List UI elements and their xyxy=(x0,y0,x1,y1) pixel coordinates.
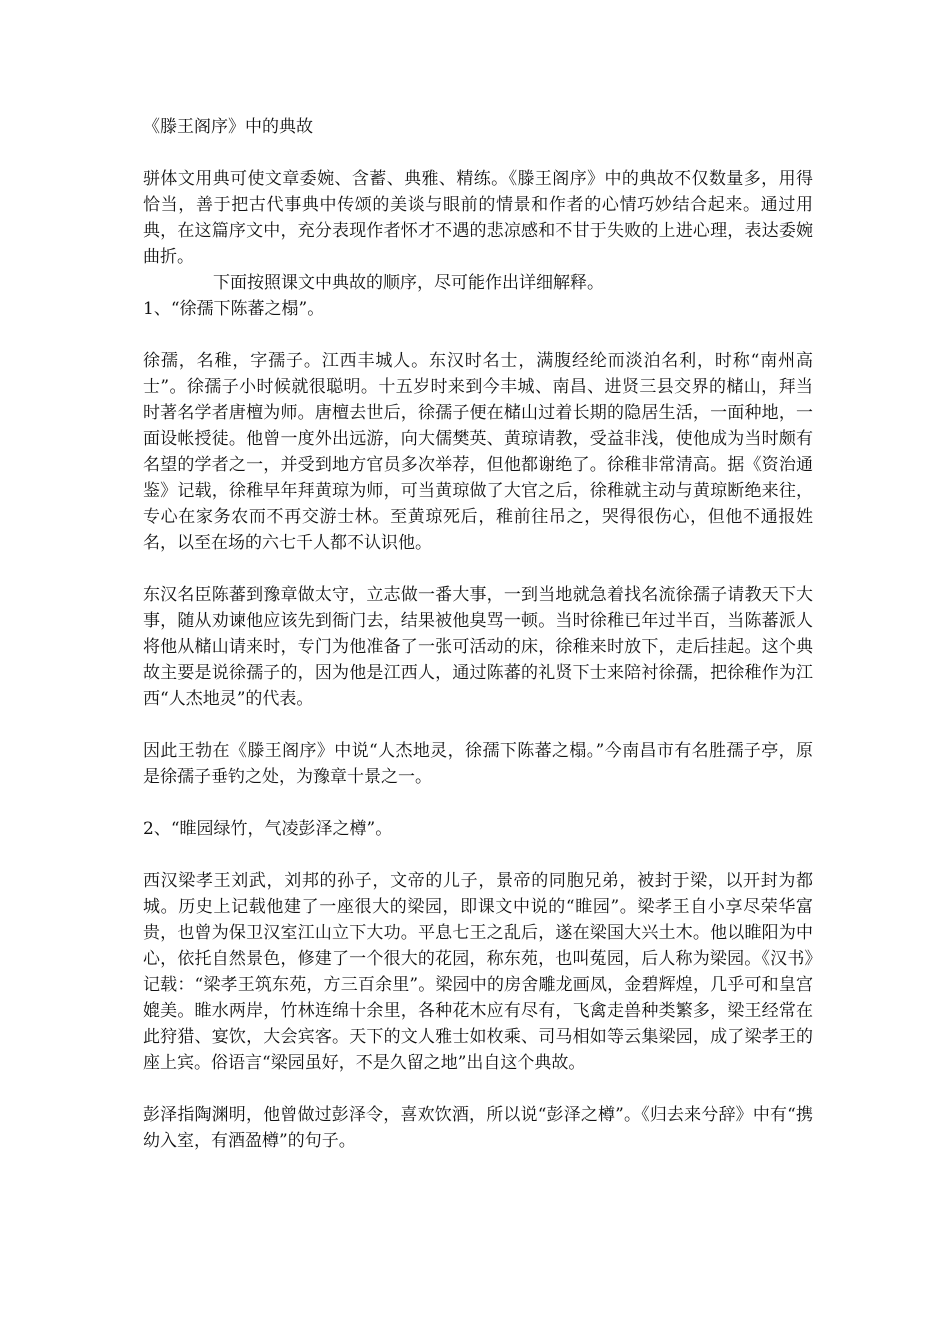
spacer xyxy=(143,140,813,166)
section1-paragraph-1: 徐孺，名稚，字孺子。江西丰城人。东汉时名士，满腹经纶而淡泊名利，时称“南州高士”。徐孺子小时候就很聪明。十五岁时来到今丰城、南昌、进贤三县交界的槠山，拜当时著名学者唐檀为师。唐檀去世后，徐孺子便在槠山过着长期的隐居生活，一面种地，一面设帐授徒。他曾一度外出远游，向大儒樊英、黄琼请教，受益非浅，使他成为当时颇有名望的学者之一，并受到地方官员多次举荐，但他都谢绝了。徐稚非常清高。据《资治通鉴》记载，徐稚早年拜黄琼为师，可当黄琼做了大官之后，徐稚就主动与黄琼断绝来往，专心在家务农而不再交游士林。至黄琼死后，稚前往吊之，哭得很伤心，但他不通报姓名，以至在场的六七千人都不认识他。 xyxy=(143,351,813,553)
spacer xyxy=(143,712,813,738)
spacer xyxy=(143,1076,813,1102)
intro-paragraph: 骈体文用典可使文章委婉、含蓄、典雅、精练。《滕王阁序》中的典故不仅数量多，用得恰当，善于把古代事典中传颂的美谈与眼前的情景和作者的心情巧妙结合起来。通过用典，在这篇序文中，充分表现作者怀才不遇的悲凉感和不甘于失败的上进心理，表达委婉曲折。 xyxy=(143,169,813,267)
spacer xyxy=(143,790,813,816)
spacer xyxy=(143,322,813,348)
section1-heading: 1、“徐孺下陈蕃之榻”。 xyxy=(143,299,325,319)
section2-heading: 2、“睢园绿竹，气凌彭泽之樽”。 xyxy=(143,819,393,839)
spacer xyxy=(143,842,813,868)
section2-paragraph-2: 彭泽指陶渊明，他曾做过彭泽令，喜欢饮酒，所以说“彭泽之樽”。《归去来兮辞》中有“携幼入室，有酒盈樽”的句子。 xyxy=(143,1105,813,1151)
section2-paragraph-1: 西汉梁孝王刘武，刘邦的孙子，文帝的儿子，景帝的同胞兄弟，被封于梁，以开封为都城。历史上记载他建了一座很大的梁园，即课文中说的“睢园”。梁孝王自小享尽荣华富贵，也曾为保卫汉室江山立下大功。平息七王之乱后，遂在梁国大兴土木。他以睢阳为中心，依托自然景色，修建了一个很大的花园，称东苑，也叫菟园，后人称为梁园。《汉书》记载：“梁孝王筑东苑，方三百余里”。梁园中的房舍雕龙画凤，金碧辉煌，几乎可和皇宫媲美。睢水两岸，竹林连绵十余里，各种花木应有尽有，飞禽走兽种类繁多，梁王经常在此狩猎、宴饮，大会宾客。天下的文人雅士如枚乘、司马相如等云集梁园，成了梁孝王的座上宾。俗语言“梁园虽好，不是久留之地”出自这个典故。 xyxy=(143,871,813,1073)
section1-paragraph-3: 因此王勃在《滕王阁序》中说“人杰地灵，徐孺下陈蕃之榻。”今南昌市有名胜孺子亭，原是徐孺子垂钓之处，为豫章十景之一。 xyxy=(143,741,813,787)
page-title: 《滕王阁序》中的典故 xyxy=(143,117,313,137)
spacer xyxy=(143,556,813,582)
intro-note: 下面按照课文中典故的顺序，尽可能作出详细解释。 xyxy=(213,273,604,293)
section1-paragraph-2: 东汉名臣陈蕃到豫章做太守，立志做一番大事，一到当地就急着找名流徐孺子请教天下大事，随从劝谏他应该先到衙门去，结果被他臭骂一顿。当时徐稚已年过半百，当陈蕃派人将他从槠山请来时，专门为他准备了一张可活动的床，徐稚来时放下，走后挂起。这个典故主要是说徐孺子的，因为他是江西人，通过陈蕃的礼贤下士来陪衬徐孺，把徐稚作为江西“人杰地灵”的代表。 xyxy=(143,585,813,709)
document-body xyxy=(143,114,813,1154)
